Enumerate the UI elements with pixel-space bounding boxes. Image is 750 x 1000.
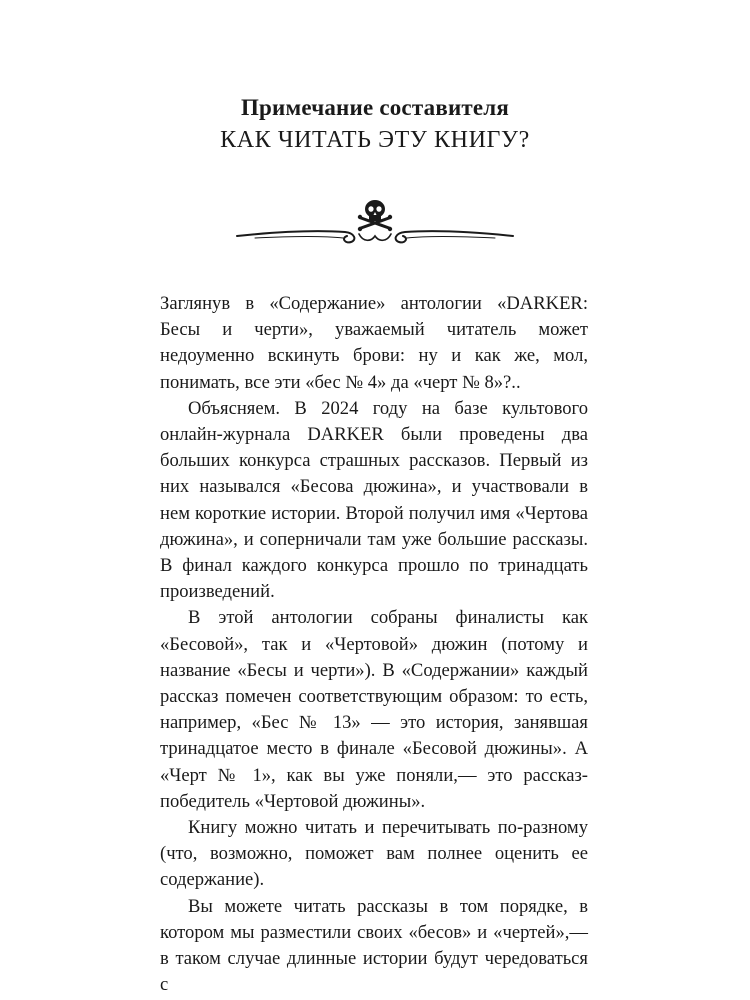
paragraph: Объясняем. В 2024 году на базе культового онлайн-журнала DARKER были проведены два больших конкурса страшных рассказов. Первый из них назывался «Бесова дюжина», и участвовали в нем короткие истории. Второй получил имя «Чертова дюжина», и соперничали там уже большие рассказы. В финал каждого конкурса прошло по тринадцать произведений.	[160, 397, 588, 603]
body-text	[160, 291, 588, 998]
paragraph: Вы можете читать рассказы в том порядке, в котором мы разместили своих «бесов» и «чертей»,— в таком случае длинные истории будут чередоваться с	[160, 895, 588, 996]
paragraph: Книгу можно читать и перечитывать по-разному (что, возможно, поможет вам полнее оценить ее содержание).	[160, 817, 588, 891]
section-subtitle: Примечание составителя	[240, 95, 510, 120]
paragraph: Заглянув в «Содержание» антологии «DARKER: Бесы и черти», уважаемый читатель может недоуменно вскинуть брови: ну и как же, мол, понимать, все эти «бес № 4» да «черт № 8»?..	[160, 293, 588, 393]
paragraph: В этой антологии собраны финалисты как «Бесовой», так и «Чертовой» дюжин (потому и название «Бесы и черти»). В «Содержании» каждый рассказ помечен соответствующим образом: то есть, например, «Бес № 13» — это история, занявшая тринадцатое место в финале «Бесовой дюжины». А «Черт № 1», как вы уже поняли,— это рассказ-победитель «Чертовой дюжины».	[160, 607, 588, 812]
page-title: КАК ЧИТАТЬ ЭТУ КНИГУ?	[220, 127, 530, 153]
skull-flourish-icon	[235, 196, 515, 252]
